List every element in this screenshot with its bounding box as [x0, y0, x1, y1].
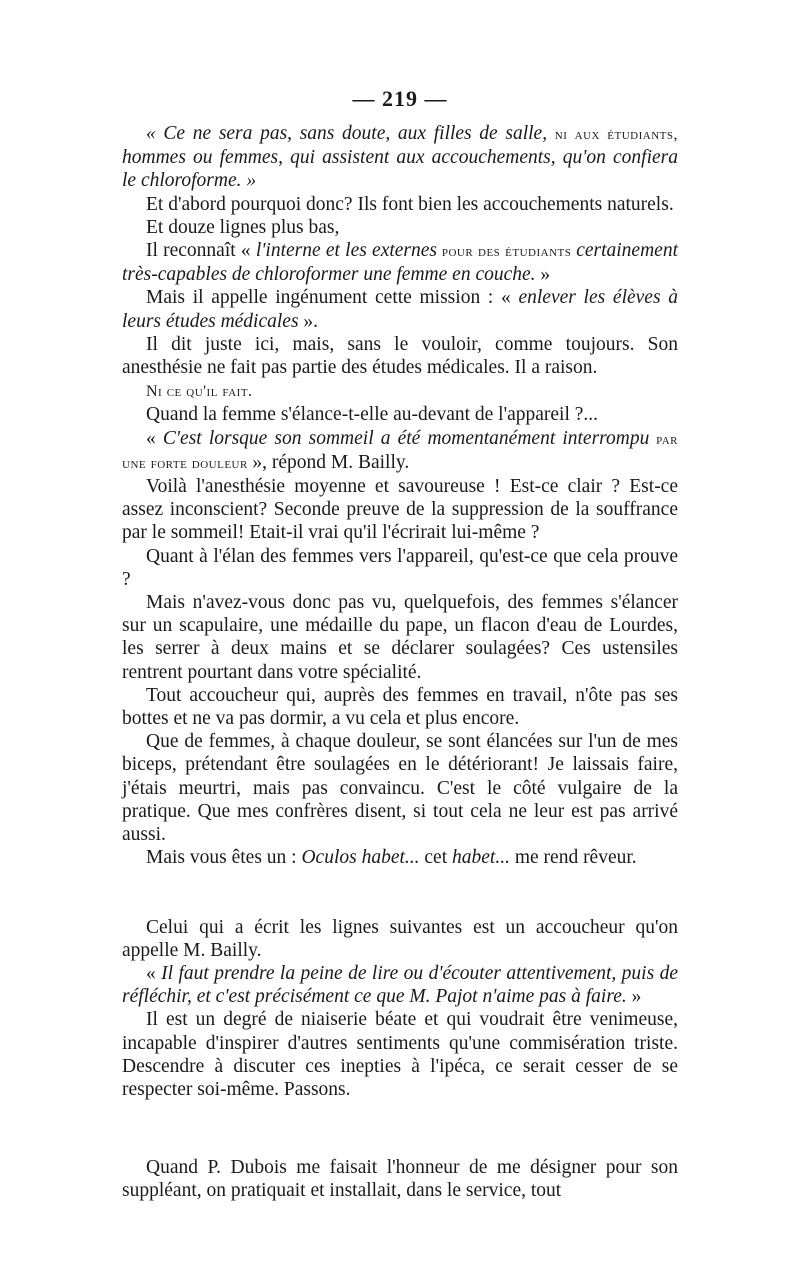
paragraph [122, 545, 678, 591]
paragraph [122, 122, 678, 193]
paragraph [122, 846, 678, 869]
text-run: Et douze lignes plus bas, [146, 216, 340, 238]
italic-text: enlever les élèves à leurs études médicales [122, 287, 678, 332]
text-run: Mais vous êtes un : [146, 847, 302, 869]
italic-text: certainement très-capables de chloroformer une femme en couche. [122, 240, 678, 286]
italic-text: Il faut prendre la peine de lire ou d'écouter attentivement, puis de réfléchir, et c'est précisément ce que M. Pajot n'aime pas à faire. [122, 962, 678, 1008]
italic-text: « Ce ne sera pas, sans doute, aux filles de salle, [146, 123, 555, 144]
paragraph [122, 379, 678, 403]
text-run: Il reconnaît « [146, 240, 256, 262]
text-run: » [626, 986, 642, 1008]
text-run: Que de femmes, à chaque douleur, se sont élancées sur l'un de mes biceps, prétendant être soulagées en le détériorant! Je laissais faire, j'étais meurtri, mais pas convaincu. C'est le côté vulgaire de la pratique. Que mes confrères disent, si tout cela ne leur est pas arrivé aussi. [122, 731, 678, 846]
paragraph [122, 591, 678, 684]
body-text [122, 122, 678, 1203]
text-run: Mais n'avez-vous donc pas vu, quelquefois, des femmes s'élancer sur un scapulaire, une médaille du pape, un flacon d'eau de Lourdes, les serrer à deux mains et se déclarer soulagées? Ces ustensiles rentrent pourtant dans votre spécialité. [122, 592, 678, 683]
text-run: Quand la femme s'élance-t-elle au-devant de l'appareil ?... [146, 404, 599, 426]
paragraph [122, 1008, 678, 1101]
text-run: « [146, 962, 162, 984]
section-gap [122, 870, 678, 916]
small-caps-text: ni aux étudiants, [554, 126, 679, 143]
text-run: « [146, 427, 163, 449]
italic-text: hommes ou femmes, qui assistent aux accouchements, qu'on confiera le chloroforme. » [122, 147, 678, 192]
text-run: cet [419, 847, 453, 869]
paragraph [122, 216, 678, 239]
paragraph [122, 286, 678, 332]
text-run: Tout accoucheur qui, auprès des femmes en travail, n'ôte pas ses bottes et ne va pas dormir, a vu cela et plus encore. [122, 684, 678, 730]
italic-text: C'est lorsque son sommeil a été momentanément interrompu [162, 427, 650, 449]
small-caps-text: pour des étudiants [437, 243, 577, 261]
paragraph [122, 475, 678, 545]
page-number: — 219 — [352, 86, 448, 111]
italic-text: Oculos habet... [301, 847, 420, 869]
section-gap [122, 1101, 678, 1156]
paragraph [122, 403, 678, 426]
text-run: Mais il appelle ingénument cette mission : « [146, 287, 519, 309]
paragraph [122, 730, 678, 846]
italic-text: habet... [452, 847, 510, 869]
text-run: Voilà l'anesthésie moyenne et savoureuse ! Est-ce clair ? Est-ce assez inconscient? Seconde preuve de la suppression de la souffrance par le sommeil! Etait-il vrai qu'il l'écrirait lui-même ? [122, 476, 678, 544]
text-run: Celui qui a écrit les lignes suivantes est un accoucheur qu'on appelle M. Bailly. [122, 916, 678, 961]
text-run: Quand P. Dubois me faisait l'honneur de me désigner pour son suppléant, on pratiquait et installait, dans le service, tout [122, 1157, 678, 1202]
text-run: Il dit juste ici, mais, sans le vouloir, comme toujours. Son anesthésie ne fait pas partie des études médicales. Il a raison. [122, 333, 678, 379]
text-run: » [535, 264, 551, 286]
paragraph [122, 333, 678, 379]
italic-text: l'interne et les externes [255, 240, 437, 262]
paragraph [122, 916, 678, 962]
text-run: », répond M. Bailly. [252, 451, 410, 473]
paragraph [122, 1156, 678, 1202]
text-run: Et d'abord pourquoi donc? Ils font bien les accouchements naturels. [146, 193, 674, 215]
paragraph [122, 684, 678, 730]
small-caps-text: Ni ce qu'il fait. [146, 383, 253, 401]
paragraph [122, 239, 678, 286]
paragraph [122, 193, 678, 216]
paragraph [122, 427, 678, 475]
text-run: Quant à l'élan des femmes vers l'appareil, qu'est-ce que cela prouve ? [122, 545, 678, 590]
text-run: me rend rêveur. [509, 847, 637, 869]
paragraph [122, 962, 678, 1008]
small-caps-text: par une forte douleur [122, 430, 678, 472]
text-run: ». [298, 310, 319, 332]
text-run: Il est un degré de niaiserie béate et qui voudrait être venimeuse, incapable d'inspirer d'autres sentiments qu'une commisération triste. Descendre à discuter ces inepties à l'ipéca, ce serait cesser de se respecter soi-même. Passons. [122, 1009, 678, 1100]
